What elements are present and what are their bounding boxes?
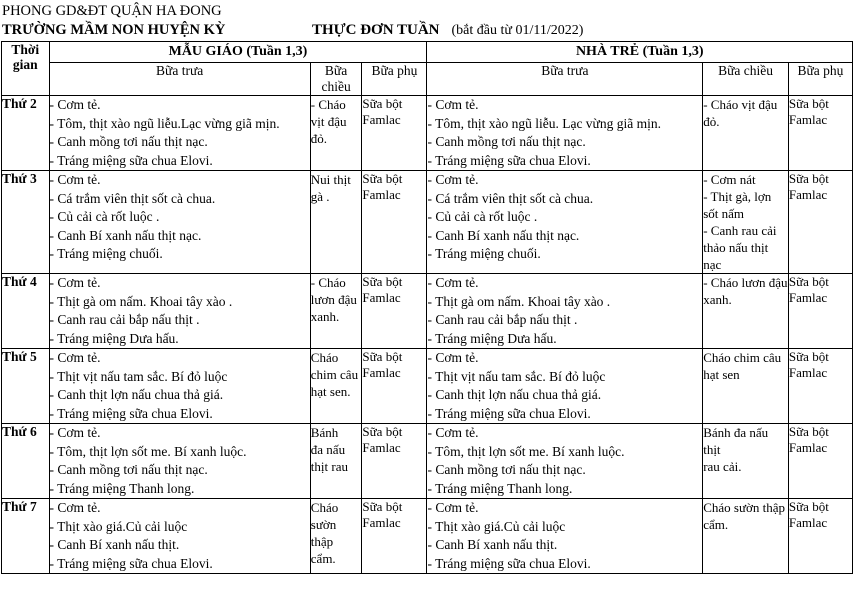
menu-line: Sữa bột xyxy=(788,171,829,186)
mg-dinner-cell xyxy=(310,274,362,349)
menu-line: - Tráng miệng Thanh long. xyxy=(49,480,195,496)
menu-line: - Tôm, thịt lợn sốt me. Bí xanh luộc. xyxy=(427,443,625,459)
mg-snack-cell xyxy=(362,499,427,574)
menu-line: Sữa bột xyxy=(788,96,829,111)
column-header-nt-snack: Bữa phụ xyxy=(788,63,852,96)
nt-dinner-cell xyxy=(703,96,789,171)
column-header-nt-dinner: Bữa chiều xyxy=(703,63,789,96)
menu-line: - Tôm, thịt xào ngũ liễu.Lạc vừng giã mịn. xyxy=(49,115,280,131)
mg-dinner-cell xyxy=(310,171,362,274)
menu-line: - Cháo xyxy=(310,275,346,290)
nt-snack-cell xyxy=(788,499,852,574)
menu-line: - Thịt gà, lợn sốt nấm xyxy=(703,189,772,221)
menu-line: đa nấu xyxy=(310,442,346,457)
nt-lunch-cell xyxy=(427,171,703,274)
menu-line: - Cá trắm viên thịt sốt cà chua. xyxy=(49,190,216,206)
mg-snack-cell xyxy=(362,171,427,274)
menu-line: Sữa bột xyxy=(788,499,829,514)
menu-line: - Tráng miệng sữa chua Elovi. xyxy=(49,152,213,168)
time-header-line2: gian xyxy=(12,57,38,72)
menu-line: Famlac xyxy=(788,187,828,202)
menu-line: lươn đậu xyxy=(310,292,357,307)
menu-line: - Thịt gà om nấm. Khoai tây xào . xyxy=(427,293,611,309)
menu-line: hạt sen. xyxy=(310,384,351,399)
menu-line: chim câu xyxy=(310,367,359,382)
menu-line: Sữa bột xyxy=(362,499,403,514)
menu-line: Famlac xyxy=(362,440,401,455)
menu-line: Famlac xyxy=(362,112,401,127)
day-label: Thứ 6 xyxy=(2,424,50,499)
menu-line: vịt đậu xyxy=(310,114,347,129)
nt-snack-cell xyxy=(788,96,852,171)
menu-line: - Tôm, thịt xào ngũ liễu. Lạc vừng giã mịn. xyxy=(427,115,661,131)
column-header-mg-lunch: Bữa trưa xyxy=(49,63,310,96)
time-header-line1: Thời xyxy=(11,42,40,57)
mg-lunch-cell xyxy=(49,171,310,274)
nt-dinner-cell xyxy=(703,274,789,349)
menu-line: - Cơm tẻ. xyxy=(427,500,479,515)
mg-dinner-header-line1: Bữa xyxy=(324,63,348,78)
column-header-mg-dinner xyxy=(310,63,362,96)
mg-snack-cell xyxy=(362,274,427,349)
nt-snack-cell xyxy=(788,349,852,424)
menu-line: Famlac xyxy=(362,515,401,530)
menu-line: - Thịt gà om nấm. Khoai tây xào . xyxy=(49,293,233,309)
menu-line: đỏ. xyxy=(310,131,328,146)
table-row xyxy=(2,499,853,574)
menu-line: Cháo sườn thập xyxy=(703,500,786,515)
menu-line: - Tráng miệng chuối. xyxy=(427,246,541,261)
school-name: TRƯỜNG MẦM NON HUYỆN KỲ xyxy=(2,22,226,38)
menu-line: Famlac xyxy=(362,290,401,305)
nt-lunch-cell xyxy=(427,96,703,171)
menu-line: Famlac xyxy=(788,290,828,305)
menu-line: - Tráng miệng Thanh long. xyxy=(427,480,573,496)
menu-line: - Tráng miệng Dưa hấu. xyxy=(427,330,557,346)
menu-line: Bánh xyxy=(310,425,339,440)
menu-line: - Tráng miệng chuối. xyxy=(49,246,163,261)
mg-dinner-cell xyxy=(310,499,362,574)
mg-lunch-cell xyxy=(49,349,310,424)
menu-line: - Canh Bí xanh nấu thịt. xyxy=(49,537,180,552)
menu-line: - Canh rau cải bắp nấu thịt . xyxy=(49,312,200,327)
menu-line: - Cơm tẻ. xyxy=(49,275,101,290)
menu-line: - Tráng miệng Dưa hấu. xyxy=(49,330,179,346)
menu-line: - Cơm tẻ. xyxy=(49,500,101,515)
menu-line: Famlac xyxy=(362,187,401,202)
nt-dinner-cell xyxy=(703,349,789,424)
document-header xyxy=(0,0,854,41)
menu-line: - Tráng miệng sữa chua Elovi. xyxy=(49,405,213,421)
menu-line: xanh. xyxy=(703,292,732,307)
menu-line: sườn xyxy=(310,517,337,532)
day-label: Thứ 2 xyxy=(2,96,50,171)
menu-line: xanh. xyxy=(310,309,340,324)
menu-line: - Canh mồng tơi nấu thịt nạc. xyxy=(427,134,586,149)
table-column-header-row xyxy=(2,63,853,96)
mg-snack-cell xyxy=(362,96,427,171)
mg-lunch-cell xyxy=(49,274,310,349)
menu-line: Bánh đa nấu thịt xyxy=(703,425,769,457)
menu-line: Sữa bột xyxy=(362,274,403,289)
document-title: THỰC ĐƠN TUẦN xyxy=(312,22,440,38)
table-row xyxy=(2,274,853,349)
nt-dinner-cell xyxy=(703,424,789,499)
menu-line: - Cá trắm viên thịt sốt cà chua. xyxy=(427,190,594,206)
menu-line: - Thịt vịt nấu tam sắc. Bí đỏ luộc xyxy=(49,368,228,384)
menu-line: - Củ cải cà rốt luộc . xyxy=(49,209,160,224)
menu-line: cẩm. xyxy=(310,551,336,566)
group-header-mau-giao: MẪU GIÁO (Tuần 1,3) xyxy=(49,42,427,63)
menu-line: - Canh thịt lợn nấu chua thả giá. xyxy=(49,387,224,402)
menu-line: Famlac xyxy=(788,112,828,127)
column-header-time xyxy=(2,42,50,96)
menu-line: - Tráng miệng sữa chua Elovi. xyxy=(427,405,591,421)
menu-line: - Tôm, thịt lợn sốt me. Bí xanh luộc. xyxy=(49,443,247,459)
mg-lunch-cell xyxy=(49,499,310,574)
mg-lunch-cell xyxy=(49,424,310,499)
menu-line: - Canh mồng tơi nấu thịt nạc. xyxy=(49,462,208,477)
nt-lunch-cell xyxy=(427,499,703,574)
menu-line: Sữa bột xyxy=(788,349,829,364)
menu-line: - Thịt xào giá.Củ cải luộc xyxy=(427,518,566,534)
menu-line: Sữa bột xyxy=(362,349,403,364)
menu-line: - Thịt vịt nấu tam sắc. Bí đỏ luộc xyxy=(427,368,606,384)
menu-line: - Canh thịt lợn nấu chua thả giá. xyxy=(427,387,602,402)
table-row xyxy=(2,424,853,499)
menu-line: - Canh Bí xanh nấu thịt. xyxy=(427,537,558,552)
table-group-header-row xyxy=(2,42,853,63)
menu-line: cẩm. xyxy=(703,517,729,532)
mg-dinner-cell xyxy=(310,96,362,171)
title-row xyxy=(2,20,854,41)
document-subtitle: (bắt đầu từ 01/11/2022) xyxy=(451,23,584,38)
day-label: Thứ 4 xyxy=(2,274,50,349)
menu-line: Sữa bột xyxy=(788,274,829,289)
nt-snack-cell xyxy=(788,171,852,274)
menu-line: - Cơm tẻ. xyxy=(427,172,479,187)
group-header-nha-tre: NHÀ TRẺ (Tuần 1,3) xyxy=(427,42,853,63)
nt-lunch-cell xyxy=(427,274,703,349)
menu-line: Sữa bột xyxy=(788,424,829,439)
table-row xyxy=(2,171,853,274)
nt-dinner-cell xyxy=(703,171,789,274)
menu-line: - Cháo lươn đậu xyxy=(703,275,788,290)
table-body xyxy=(2,96,853,574)
table-row xyxy=(2,349,853,424)
table-row xyxy=(2,96,853,171)
menu-line: - Cơm tẻ. xyxy=(49,172,101,187)
nt-snack-cell xyxy=(788,274,852,349)
menu-line: thập xyxy=(310,534,334,549)
menu-line: - Thịt xào giá.Củ cải luộc xyxy=(49,518,188,534)
menu-line: - Cơm tẻ. xyxy=(49,425,101,440)
menu-line: - Cháo vịt đậu xyxy=(703,97,778,112)
menu-line: gà . xyxy=(310,189,330,204)
menu-line: Famlac xyxy=(788,365,828,380)
menu-line: - Cơm tẻ. xyxy=(49,97,101,112)
menu-line: rau cải. xyxy=(703,459,742,474)
menu-line: - Tráng miệng sữa chua Elovi. xyxy=(427,555,591,571)
department-name: PHONG GD&ĐT QUẬN HA ĐONG xyxy=(2,3,222,19)
mg-dinner-header-line2: chiều xyxy=(321,79,351,94)
menu-line: Sữa bột xyxy=(362,171,403,186)
nt-dinner-cell xyxy=(703,499,789,574)
day-label: Thứ 5 xyxy=(2,349,50,424)
menu-line: Sữa bột xyxy=(362,96,403,111)
menu-line: hạt sen xyxy=(703,367,740,382)
menu-line: - Tráng miệng sữa chua Elovi. xyxy=(427,152,591,168)
menu-line: Cháo xyxy=(310,350,339,365)
mg-dinner-cell xyxy=(310,349,362,424)
nt-lunch-cell xyxy=(427,349,703,424)
menu-line: Famlac xyxy=(788,515,828,530)
mg-snack-cell xyxy=(362,424,427,499)
menu-line: thịt rau xyxy=(310,459,348,474)
menu-line: - Củ cải cà rốt luộc . xyxy=(427,209,538,224)
menu-line: đỏ. xyxy=(703,114,720,129)
menu-line: - Cơm tẻ. xyxy=(427,97,479,112)
menu-line: Nui thịt xyxy=(310,172,351,187)
day-label: Thứ 3 xyxy=(2,171,50,274)
menu-line: - Canh rau cải bắp nấu thịt . xyxy=(427,312,578,327)
menu-line: - Cháo xyxy=(310,97,346,112)
menu-line: - Cơm tẻ. xyxy=(427,275,479,290)
menu-line: - Canh Bí xanh nấu thịt nạc. xyxy=(427,227,580,243)
menu-line: - Canh Bí xanh nấu thịt nạc. xyxy=(49,227,202,243)
menu-line: - Cơm tẻ. xyxy=(49,350,101,365)
menu-line: - Tráng miệng sữa chua Elovi. xyxy=(49,555,213,571)
menu-line: Cháo chim câu xyxy=(703,350,782,365)
nt-snack-cell xyxy=(788,424,852,499)
mg-dinner-cell xyxy=(310,424,362,499)
menu-line: Sữa bột xyxy=(362,424,403,439)
column-header-mg-snack: Bữa phụ xyxy=(362,63,427,96)
menu-line: - Cơm nát xyxy=(703,172,756,187)
day-label: Thứ 7 xyxy=(2,499,50,574)
mg-snack-cell xyxy=(362,349,427,424)
menu-line: - Canh mồng tơi nấu thịt nạc. xyxy=(427,462,586,477)
menu-line: Cháo xyxy=(310,500,339,515)
menu-line: - Canh rau cải thảo nấu thịt nạc xyxy=(703,223,777,272)
menu-line: - Cơm tẻ. xyxy=(427,350,479,365)
weekly-menu-table xyxy=(1,41,853,574)
mg-lunch-cell xyxy=(49,96,310,171)
column-header-nt-lunch: Bữa trưa xyxy=(427,63,703,96)
menu-line: Famlac xyxy=(362,365,401,380)
nt-lunch-cell xyxy=(427,424,703,499)
menu-line: - Canh mồng tơi nấu thịt nạc. xyxy=(49,134,208,149)
menu-line: Famlac xyxy=(788,440,828,455)
menu-line: - Cơm tẻ. xyxy=(427,425,479,440)
